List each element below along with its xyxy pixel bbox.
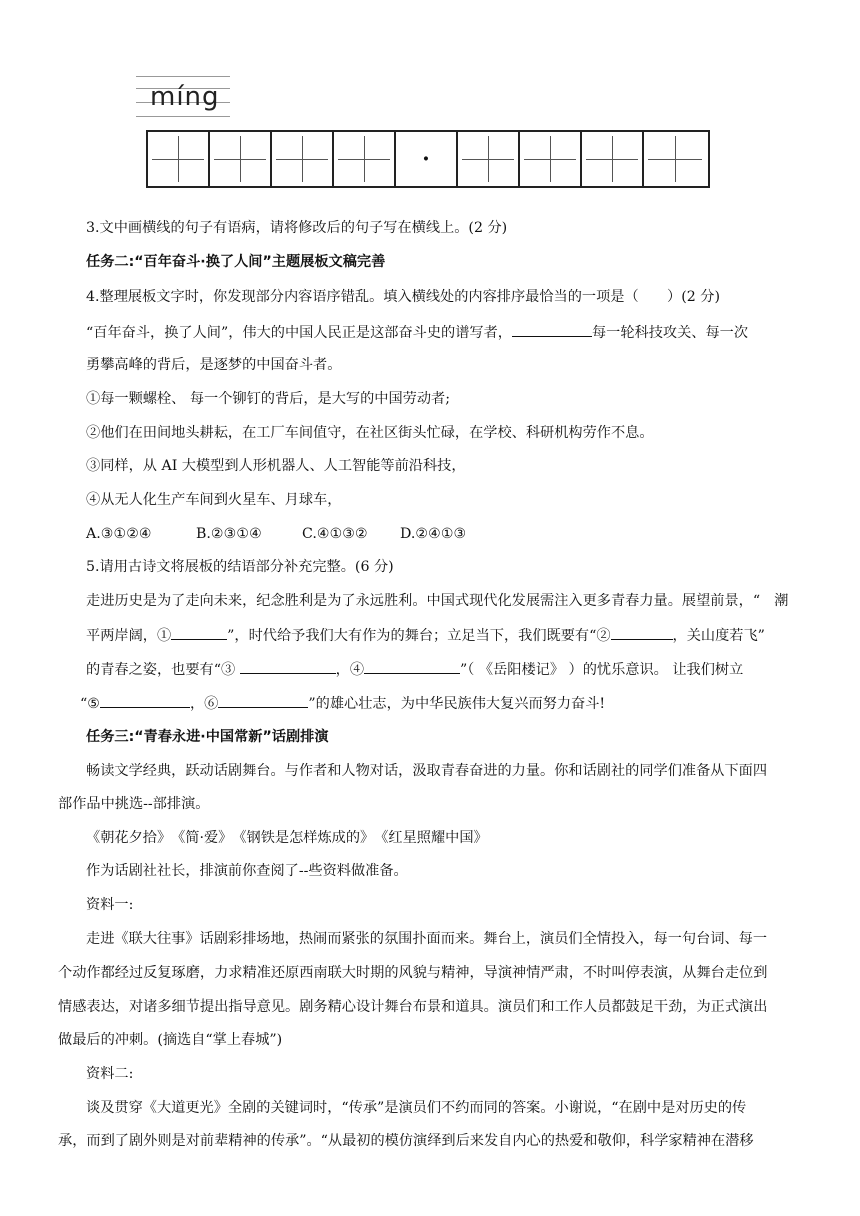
option-3: ③同样，从 AI 大模型到人形机器人、人工智能等前沿科技， xyxy=(86,458,466,474)
material-1-line-2: 个动作都经过反复琢磨，力求精准还原西南联大时期的风貌与精神，导演神情严肃，不时叫停表演，从舞台走位到 xyxy=(58,965,768,981)
q4-text-a: “百年奋斗，换了人间”，伟大的中国人民正是这部奋斗史的谱写者， xyxy=(86,325,512,341)
pinyin-text: míng xyxy=(150,82,220,112)
material-1-line-3: 情感表达，对诸多细节提出指导意见。剧务精心设计舞台布景和道具。演员们和工作人员都鼓足干劲，为正式演出 xyxy=(58,999,768,1015)
option-2: ②他们在田间地头耕耘，在工厂车间值守，在社区街头忙碌，在学校、科研机构劳作不息。 xyxy=(86,425,654,441)
q5-text: ，④ xyxy=(335,662,365,678)
answer-blank-3[interactable] xyxy=(240,659,336,674)
grid-cell[interactable] xyxy=(334,132,396,186)
q4-paragraph-line-1 xyxy=(86,322,748,343)
q5-text: “⑤ xyxy=(80,696,100,712)
q4-text-b: 每一轮科技攻关、每一次 xyxy=(591,325,749,341)
q5-line-3 xyxy=(86,659,743,680)
pinyin-box xyxy=(136,74,230,124)
q5-text: ，关山度若飞” xyxy=(672,628,765,644)
question-4: 4.整理展板文字时，你发现部分内容语序错乱。填入横线处的内容排序最恰当的一项是（ ）(2 分) xyxy=(86,289,721,305)
q5-text: ，⑥ xyxy=(189,696,219,712)
task-2-heading: 任务二:“百年奋斗·换了人间”主题展板文稿完善 xyxy=(86,254,386,270)
grid-separator-cell xyxy=(396,132,458,186)
q5-line-2 xyxy=(86,625,765,646)
choice-row xyxy=(86,524,466,544)
answer-blank-2[interactable] xyxy=(611,625,673,640)
material-2-line-2: 承，而到了剧外则是对前辈精神的传承”。“从最初的模仿演绎到后来发自内心的热爱和敬仰，科学家精神在潜移 xyxy=(58,1133,754,1149)
task-3-line-1: 畅读文学经典，跃动话剧舞台。与作者和人物对话，汲取青春奋进的力量。你和话剧社的同学们准备从下面四 xyxy=(86,763,768,779)
q5-line-4 xyxy=(80,693,605,714)
choice-d[interactable]: D.②④①③ xyxy=(400,526,467,542)
material-1-line-4: 做最后的冲刺。(摘选自“掌上春城”) xyxy=(58,1032,283,1048)
answer-blank-4[interactable] xyxy=(364,659,460,674)
material-1-title: 资料一: xyxy=(86,897,134,913)
q4-paragraph-line-2: 勇攀高峰的背后，是逐梦的中国奋斗者。 xyxy=(86,357,342,373)
pinyin-guide-line xyxy=(136,116,230,117)
grid-cell[interactable] xyxy=(582,132,644,186)
q5-line-1: 走进历史是为了走向未来，纪念胜利是为了永远胜利。中国式现代化发展需注入更多青春力量。展望前景，“ 潮 xyxy=(86,593,789,609)
grid-cell[interactable] xyxy=(458,132,520,186)
choice-a[interactable]: A.③①②④ xyxy=(86,526,152,542)
option-1: ①每一颗螺栓、 每一个铆钉的背后，是大写的中国劳动者; xyxy=(86,391,450,407)
grid-cell[interactable] xyxy=(272,132,334,186)
option-4: ④从无人化生产车间到火星车、月球车， xyxy=(86,492,342,508)
question-5: 5.请用古诗文将展板的结语部分补充完整。(6 分) xyxy=(86,559,394,575)
grid-cell[interactable] xyxy=(210,132,272,186)
answer-blank-5[interactable] xyxy=(100,693,190,708)
material-2-line-1: 谈及贯穿《大道更光》全剧的关键词时，“传承”是演员们不约而同的答案。小谢说，“在剧中是对历史的传 xyxy=(86,1100,747,1116)
task-3-line-3: 作为话剧社社长，排演前你查阅了--些资料做准备。 xyxy=(86,863,408,879)
grid-cell[interactable] xyxy=(148,132,210,186)
grid-cell[interactable] xyxy=(644,132,706,186)
task-3-line-2: 部作品中挑选--部排演。 xyxy=(58,796,210,812)
character-grid xyxy=(146,130,710,188)
grid-cell[interactable] xyxy=(520,132,582,186)
answer-blank-1[interactable] xyxy=(171,625,227,640)
q5-text: 平两岸阔，① xyxy=(86,628,172,644)
q5-text: ”的雄心壮志，为中华民族伟大复兴而努力奋斗! xyxy=(308,696,606,712)
answer-blank[interactable] xyxy=(512,322,592,337)
material-1-line-1: 走进《联大往事》话剧彩排场地，热闹而紧张的氛围扑面而来。舞台上，演员们全情投入，每一句台词、每一 xyxy=(86,931,768,947)
answer-blank-6[interactable] xyxy=(218,693,308,708)
choice-c[interactable]: C.④①③② xyxy=(302,526,368,542)
task-3-heading: 任务三:“青春永进·中国常新”话剧排演 xyxy=(86,729,329,745)
works-list: 《朝花夕拾》 《简·爱》 《钢铁是怎样炼成的》 《红星照耀中国》 xyxy=(86,830,488,846)
question-3: 3.文中画横线的句子有语病，请将修改后的句子写在横线上。(2 分) xyxy=(86,220,508,236)
material-2-title: 资料二: xyxy=(86,1066,134,1082)
q5-text: ”，时代给予我们大有作为的舞台；立足当下，我们既要有“② xyxy=(227,628,611,644)
q5-text: 的青春之姿，也要有“③ xyxy=(86,662,240,678)
q5-text: ”（ 《岳阳楼记》 ）的忧乐意识。 让我们树立 xyxy=(460,662,744,678)
choice-b[interactable]: B.②③①④ xyxy=(196,526,262,542)
pinyin-guide-line xyxy=(136,76,230,77)
separator-dot: · xyxy=(422,146,430,172)
